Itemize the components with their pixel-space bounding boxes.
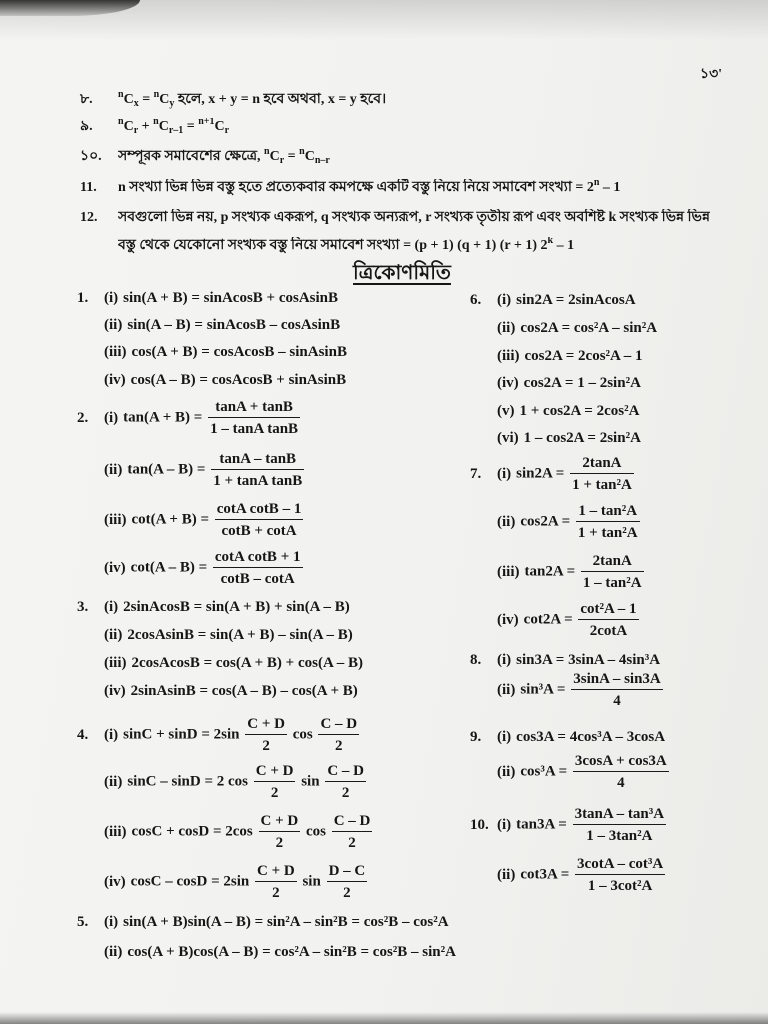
formula-number: 7. [470,466,482,482]
fraction-numerator: 2tanA [581,552,644,572]
formula-text: tan(A – B) = [127,461,210,478]
formula-expression [516,728,665,746]
rule-text [118,209,710,227]
formula-text: cosC – cosD = 2sin [130,873,253,890]
formula-text: sin³A = [520,681,570,698]
formula-label: (ii) [104,627,123,643]
formula-number: 6. [470,292,482,308]
page-number: ১৩' [700,67,723,82]
formula-text: বস্তু থেকে যেকোনো সংখ্যক বস্তু নিয়ে সমাবেশ সংখ্যা = (p + 1) (q + 1) (r + 1) 2 [118,238,548,253]
formula-row [104,450,306,490]
formula-expression [127,316,340,334]
formula-text: cos(A + B)cos(A – B) = cos²A – sin²B = cos²B – sin²A [127,944,456,960]
fraction-denominator: 4 [617,775,625,791]
fraction-numerator: 3sinA – sin3A [571,670,663,690]
formula-row [497,374,641,392]
formula-label: (i) [104,290,119,306]
formula-expression [123,913,448,931]
formula-label: (i) [104,727,119,743]
fraction-denominator: 2 [335,738,343,754]
fraction-denominator: 1 + tan²A [572,477,632,493]
formula-text: cos2A = 2cos²A – 1 [524,348,643,364]
formula-row [104,500,305,540]
formula-expression [123,398,302,438]
formula-text: C [123,119,134,134]
fraction-denominator: 2 [348,835,356,851]
formula-expression [131,862,370,902]
formula-row [104,812,374,852]
formula-text: sin2A = [516,465,569,482]
fraction [211,450,304,490]
formula-row [104,343,347,361]
formula-label: (iii) [104,344,127,360]
formula-text: cot2A = [523,611,577,628]
formula-row [470,651,661,669]
formula-text: sin2A = 2sinAcosA [516,292,636,308]
formula-row [77,598,350,616]
formula-label: (i) [104,599,119,615]
superscript: n [264,148,270,157]
subscript: n–r [314,155,330,166]
formula-text: – 1 [599,180,621,195]
formula-text: tan3A = [516,816,571,833]
formula-expression [525,347,643,365]
formula-expression [524,600,641,640]
rule-line [80,118,230,136]
formula-number: 4. [77,727,89,743]
formula-row [497,402,639,420]
formula-row [470,805,668,845]
formula-label: (ii) [497,867,516,883]
formula-text: tan(A + B) = [123,409,207,426]
fraction-denominator: 1 – tan²A [582,575,642,591]
formula-text: cos2A = 1 – 2sin²A [523,375,641,391]
fraction [254,762,296,802]
fraction-numerator: cotA cotB – 1 [215,500,304,520]
fraction-denominator: 1 – 3cot²A [587,878,653,894]
fraction-numerator: 3cosA + cos3A [573,752,669,772]
formula-number: 3. [77,599,89,615]
formula-row [497,552,646,592]
fraction-denominator: 1 + tan²A [577,525,638,541]
formula-label: (iv) [104,560,126,576]
rule-text [118,91,386,109]
formula-expression [123,289,338,307]
fraction-numerator: tanA + tanB [208,398,300,418]
formula-text: tan2A = [524,563,579,580]
formula-label: (i) [497,292,512,308]
fraction-numerator: C + D [259,812,301,832]
formula-label: (ii) [497,764,516,780]
superscript: k [547,237,554,246]
formula-row [104,682,358,700]
formula-text: sin [298,873,325,890]
rule-line [118,237,574,255]
fraction [576,502,640,542]
formula-expression [516,454,636,494]
fraction-denominator: 2 [275,835,284,851]
formula-row [497,855,667,895]
fraction-numerator: 1 – tan²A [576,502,640,522]
fraction [573,752,669,792]
formula-label: (ii) [497,320,516,336]
fraction [327,862,368,902]
fraction [215,500,304,540]
superscript: n [118,91,124,100]
formula-text: 2sinAcosB = sin(A + B) + sin(A – B) [123,599,350,615]
fraction-numerator: C – D [325,762,366,782]
formula-label: (ii) [497,514,516,530]
formula-text: cos [302,823,330,840]
formula-expression [520,402,640,420]
fraction-numerator: C + D [254,762,296,782]
formula-label: (iv) [104,683,126,699]
formula-label: (ii) [104,317,123,333]
formula-row [497,429,641,447]
formula-text: C [304,149,315,164]
formula-text: – 1 [553,238,575,253]
formula-text: cos(A – B) = cosAcosB + sinAsinB [130,372,347,388]
fraction [213,548,303,588]
fraction [318,715,359,755]
fraction-numerator: C – D [332,812,373,832]
formula-text: C [159,92,170,107]
fraction-denominator: 2 [270,785,279,801]
fraction-denominator: 1 + tanA tanB [213,473,303,489]
formula-text: = [183,119,199,134]
rule-text [118,237,574,255]
formula-row [77,398,302,438]
fraction-numerator: C + D [245,715,287,735]
fraction-numerator: C – D [318,715,359,735]
formula-number: 2. [77,410,89,426]
page-bottom-edge [0,1012,768,1024]
fraction-denominator: cotB – cotA [220,571,295,587]
rule-number: ৮. [80,92,93,107]
formula-label: (v) [497,403,515,419]
subscript: r [279,155,285,166]
rule-text [118,148,330,166]
formula-expression [132,654,363,672]
rule-line [80,179,621,197]
fraction [570,454,634,494]
fraction [578,600,638,640]
fraction-denominator: 1 – tanA tanB [210,421,299,437]
fraction [245,715,287,755]
formula-text: = [138,92,154,107]
formula-text: sin(A + B) = sinAcosB + cosAsinB [123,290,339,306]
formula-text: হলে, x + y = n হবে অথবা, x = y হবে। [174,92,387,107]
formula-expression [127,943,456,961]
rule-text [118,179,620,197]
formula-text: sin(A – B) = sinAcosB – cosAsinB [127,317,341,333]
fraction [325,762,366,802]
formula-text: sinC + sinD = 2sin [123,726,244,743]
formula-expression [524,429,641,447]
subscript: y [169,98,175,109]
formula-text: sin [297,773,324,790]
rule-number: ১০. [80,149,102,164]
formula-row [104,548,305,588]
rule-number: ৯. [80,119,93,134]
formula-text: 2cosAcosB = cos(A + B) + cos(A – B) [131,655,363,671]
superscript: n [118,118,124,127]
rule-line [80,209,710,227]
formula-text: sinC – sinD = 2 cos [127,773,252,790]
formula-expression [127,762,368,802]
formula-expression [524,374,641,392]
formula-label: (ii) [104,774,123,790]
formula-row [104,626,353,644]
formula-label: (iii) [104,512,127,528]
formula-row [497,752,671,792]
rule-number: 12. [80,210,98,225]
rule-line [80,91,387,109]
formula-expression [520,752,670,792]
fraction-denominator: 2 [343,885,351,901]
formula-row [470,291,636,309]
formula-expression [516,805,668,845]
fraction-denominator: 2 [272,885,280,901]
formula-text: cot3A = [520,866,574,883]
formula-number: 8. [470,652,482,668]
formula-text: 1 + cos2A = 2cos²A [519,403,640,419]
formula-expression [132,500,306,540]
formula-row [104,654,363,672]
formula-label: (iv) [497,375,519,391]
rule-number: 11. [80,180,97,195]
formula-text: cot(A + B) = [131,511,213,528]
formula-expression [131,682,358,700]
formula-row [77,913,449,931]
superscript: n [593,179,600,188]
formula-label: (iv) [497,612,519,628]
formula-row [497,347,643,365]
formula-label: (i) [104,410,119,426]
fraction [332,812,373,852]
formula-text: cos [288,726,317,743]
superscript: n [153,118,159,127]
formula-expression [132,812,375,852]
formula-label: (iii) [104,824,127,840]
subscript: r [133,125,139,136]
fraction-denominator: 4 [613,693,621,709]
formula-text: sin3A = 3sinA – 4sin³A [516,652,661,668]
formula-text: cos³A = [520,763,571,780]
formula-expression [123,715,361,755]
formula-label: (iii) [104,655,127,671]
formula-text: = [284,149,300,164]
formula-expression [525,552,646,592]
formula-label: (iii) [497,348,520,364]
subscript: r–1 [168,125,184,136]
rule-line [80,148,330,166]
formula-text: cosC + cosD = 2cos [131,823,257,840]
formula-text: 2sinAsinB = cos(A – B) – cos(A + B) [130,683,358,699]
formula-label: (i) [497,652,512,668]
formula-label: (iii) [497,564,520,580]
formula-text: cot(A – B) = [130,559,211,576]
fraction [259,812,301,852]
formula-label: (iv) [104,372,126,388]
formula-number: 10. [470,817,489,833]
formula-expression [520,502,641,542]
fraction [573,805,667,845]
fraction [208,398,300,438]
fraction-numerator: cotA cotB + 1 [213,548,303,568]
formula-row [104,316,340,334]
formula-expression [516,651,660,669]
formula-row [470,454,636,494]
formula-expression [132,343,347,361]
formula-row [104,943,456,961]
formula-text: sin(A + B)sin(A – B) = sin²A – sin²B = cos²B – cos²A [123,914,449,930]
formula-text: সবগুলো ভিন্ন নয়, p সংখ্যক একরূপ, q সংখ্যক অন্যরূপ, r সংখ্যক তৃতীয় রূপ এবং অবশিষ্ট k সংখ্যক ভিন্ন ভিন্ন [118,210,710,225]
fraction-numerator: D – C [327,862,368,882]
formula-label: (i) [104,914,119,930]
fraction-numerator: 2tanA [570,454,634,474]
formula-label: (ii) [104,944,123,960]
formula-text: 2cosAsinB = sin(A + B) – sin(A – B) [127,627,353,643]
subscript: r [224,125,230,136]
formula-label: (vi) [497,430,519,446]
fraction [255,862,297,902]
formula-expression [520,319,657,337]
formula-row [497,502,642,542]
fraction-numerator: 3cotA – cot³A [575,855,665,875]
rule-text [118,118,229,136]
fraction-numerator: cot²A – 1 [578,600,638,620]
formula-expression [131,548,305,588]
formula-number: 1. [77,290,89,306]
formula-row [497,670,665,710]
formula-text: + [138,119,154,134]
formula-label: (iv) [104,874,126,890]
fraction [575,855,665,895]
formula-text: C [269,149,280,164]
formula-number: 5. [77,914,89,930]
formula-label: (i) [497,466,512,482]
formula-text: 1 – cos2A = 2sin²A [523,430,641,446]
superscript: n+1 [198,118,215,127]
formula-expression [127,626,352,644]
fraction-denominator: 2 [262,738,270,754]
formula-row [104,371,346,389]
fraction [581,552,644,592]
superscript: n [153,91,160,100]
formula-expression [123,598,350,616]
fraction-numerator: C + D [255,862,297,882]
formula-row [497,600,641,640]
formula-text: cos2A = cos²A – sin²A [520,320,658,336]
fraction-denominator: 2cotA [589,623,628,639]
formula-expression [127,450,306,490]
formula-expression [520,855,667,895]
formula-label: (i) [497,817,512,833]
formula-label: (i) [497,729,512,745]
formula-row [77,289,339,307]
formula-row [497,319,657,337]
formula-text: C [123,92,134,107]
superscript: n [299,148,305,157]
fraction-numerator: 3tanA – tan³A [573,805,667,825]
formula-row [104,862,369,902]
formula-label: (ii) [104,462,123,478]
fraction-numerator: tanA – tanB [211,450,304,470]
formula-number: 9. [470,729,482,745]
subscript: x [133,98,139,109]
fraction [571,670,663,710]
formula-expression [516,291,635,309]
formula-expression [131,371,346,389]
fraction-denominator: cotB + cotA [221,523,297,539]
formula-row [470,728,666,746]
fraction-denominator: 1 – 3tan²A [586,828,653,844]
section-heading: ত্রিকোণমিতি [353,262,451,284]
formula-row [77,715,361,755]
formula-text: cos3A = 4cos³A – 3cosA [516,729,666,745]
formula-text: cos2A = [520,513,574,530]
formula-label: (ii) [497,682,516,698]
fraction-denominator: 2 [341,785,350,801]
formula-text: C [158,119,169,134]
formula-expression [520,670,664,710]
formula-text: n সংখ্যা ভিন্ন ভিন্ন বস্তু হতে প্রত্যেকবার কমপক্ষে একটি বস্তু নিয়ে নিয়ে সমাবেশ সংখ্যা = 2 [118,180,594,195]
formula-text: cos(A + B) = cosAcosB – sinAsinB [131,344,347,360]
formula-text: সম্পূরক সমাবেশের ক্ষেত্রে, [118,149,265,164]
formula-text: C [214,119,225,134]
formula-row [104,762,368,802]
